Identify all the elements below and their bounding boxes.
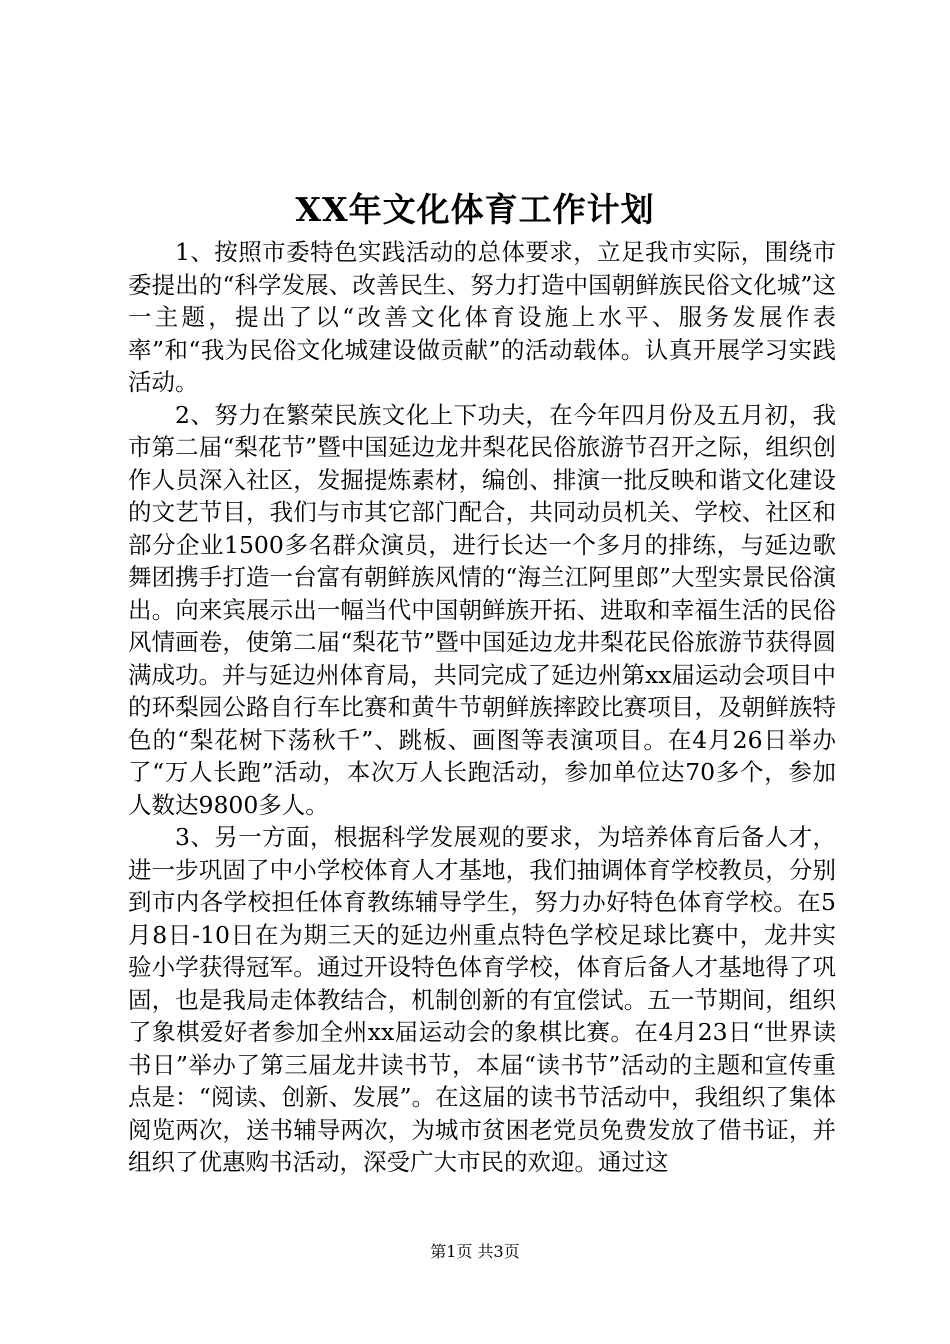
paragraph-1: 1、按照市委特色实践活动的总体要求，立足我市实际，围绕市委提出的“科学发展、改善民生、努力打造中国朝鲜族民俗文化城”这一主题，提出了以“改善文化体育设施上水平、服务发展作表率”和“我为民俗文化城建设做贡献”的活动载体。认真开展学习实践活动。 xyxy=(128,238,836,396)
document-title: XX年文化体育工作计划 xyxy=(295,190,655,229)
page-number-footer: 第1页 共3页 xyxy=(430,1242,520,1261)
paragraph-3: 3、另一方面，根据科学发展观的要求，为培养体育后备人才，进一步巩固了中小学校体育人才基地，我们抽调体育学校教员，分别到市内各学校担任体育教练辅导学生，努力办好特色体育学校。在5月8日-10日在为期三天的延边州重点特色学校足球比赛中，龙井实验小学获得冠军。通过开设特色体育学校，体育后备人才基地得了巩固，也是我局走体教结合，机制创新的有宜偿试。五一节期间，组织了象棋爱好者参加全州xx届运动会的象棋比赛。在4月23日“世界读书日”举办了第三届龙井读书节，本届“读书节”活动的主题和宣传重点是：“阅读、创新、发展”。在这届的读书节活动中，我组织了集体阅览两次，送书辅导两次，为城市贫困老党员免费发放了借书证，并组织了优惠购书活动，深受广大市民的欢迎。通过这 xyxy=(128,823,836,1176)
document-body xyxy=(128,236,836,1179)
paragraph-2: 2、努力在繁荣民族文化上下功夫，在今年四月份及五月初，我市第二届“梨花节”暨中国延边龙井梨花民俗旅游节召开之际，组织创作人员深入社区，发掘提炼素材，编创、排演一批反映和谐文化建设的文艺节目，我们与市其它部门配合，共同动员机关、学校、社区和部分企业1500多名群众演员，进行长达一个多月的排练，与延边歌舞团携手打造一台富有朝鲜族风情的“海兰江阿里郎”大型实景民俗演出。向来宾展示出一幅当代中国朝鲜族开拓、进取和幸福生活的民俗风情画卷，使第二届“梨花节”暨中国延边龙井梨花民俗旅游节获得圆满成功。并与延边州体育局，共同完成了延边州第xx届运动会项目中的环梨园公路自行车比赛和黄牛节朝鲜族摔跤比赛项目，及朝鲜族特色的“梨花树下荡秋千”、跳板、画图等表演项目。在4月26日举办了“万人长跑”活动，本次万人长跑活动，参加单位达70多个，参加人数达9800多人。 xyxy=(128,400,837,819)
